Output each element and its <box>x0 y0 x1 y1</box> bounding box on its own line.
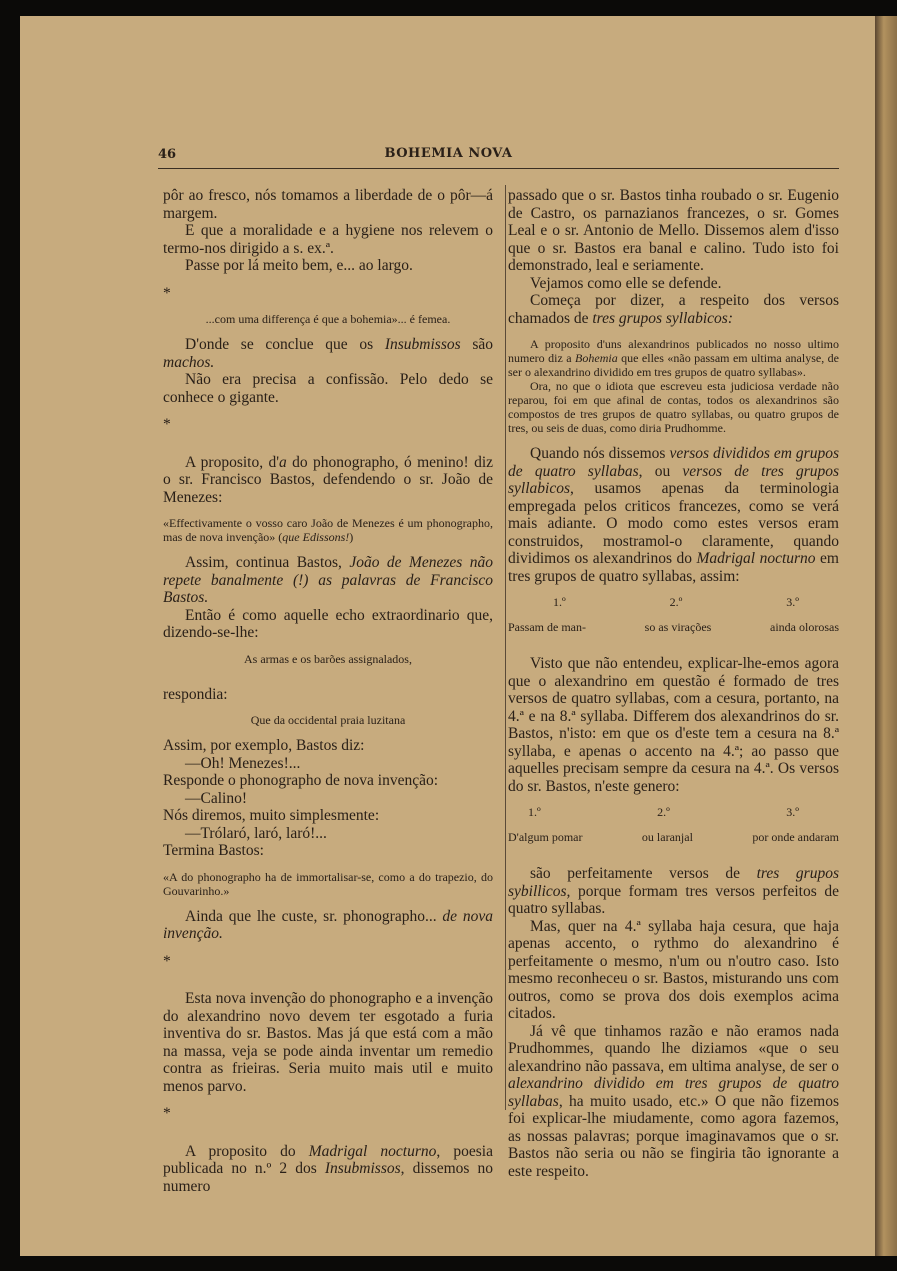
verse-quote: As armas e os barões assignalados, <box>244 651 412 666</box>
group-numbers <box>508 805 839 820</box>
paragraph: Nós diremos, muito simplesmente: <box>163 807 380 824</box>
paragraph: Já vê que tinhamos razão e não eramos nada Prudhommes, quando lhe diziamos «que o seu alexandrino não passava, em ultima analyse, de ser o alexandrino dividido em tres grupos de quatro syllabas, ha muito usado, etc.» O que não fizemos foi explicar-lhe miudamente, como agora fazemos, as nossas palavras; porque imaginavamos que o sr. Bastos não seria ou não se fingiria tão ignorante a este respeito. <box>508 1022 839 1180</box>
paragraph: Começa por dizer, a respeito dos versos chamados de tres grupos syllabicos: <box>508 292 839 327</box>
paragraph: Passe por lá meito bem, e... ao largo. <box>185 257 413 274</box>
group-number: 1.º <box>528 805 541 819</box>
dialogue-line: —Trólaró, laró, laró!... <box>185 824 327 842</box>
verse-groups <box>508 620 839 635</box>
paragraph: Responde o phonographo de nova invenção: <box>163 772 439 789</box>
verse-group: D'algum pomar <box>508 830 583 844</box>
group-number: 2.º <box>657 805 670 819</box>
paragraph: respondia: <box>163 685 228 703</box>
paragraph: são perfeitamente versos de tres grupos sybillicos, porque formam tres versos perfeitos de quatro syllabas. <box>508 865 839 917</box>
group-numbers <box>508 595 839 610</box>
paragraph: Vejamos como elle se defende. <box>530 274 722 292</box>
verse-group: ainda olorosas <box>770 620 839 634</box>
paragraph: A proposito, d'a do phonographo, ó menino! diz o sr. Francisco Bastos, defendendo o sr. João de Menezes: <box>163 453 494 506</box>
quotation: A proposito d'uns alexandrinos publicados no nosso ultimo numero diz a Bohemia que elles «não passam em ultima analyse, de ser o alexandrino dividido em tres grupos de quatro syllabas». <box>508 337 839 379</box>
header-rule <box>158 168 839 169</box>
verse-group: por onde andaram <box>752 830 839 844</box>
paragraph: Assim, continua Bastos, João de Menezes não repete banalmente (!) as palavras de Francisco Bastos. <box>163 554 493 606</box>
page-number: 46 <box>158 147 177 162</box>
dialogue-line: —Calino! <box>185 789 247 807</box>
verse-group: ou laranjal <box>641 830 693 844</box>
paragraph: D'onde se conclue que os Insubmissos são machos. <box>163 336 493 371</box>
dialogue-line: —Oh! Menezes!... <box>185 754 301 772</box>
verse-group: Passam de man- <box>508 620 586 634</box>
column-divider <box>505 185 506 1110</box>
quotation: «A do phonographo ha de immortalisar-se, como a do trapezio, do Gouvarinho.» <box>163 869 493 898</box>
section-mark: * <box>163 416 171 433</box>
quotation: ...com uma differença é que a bohemia»... é femea. <box>205 312 451 326</box>
paragraph: Esta nova invenção do phonographo e a invenção do alexandrino novo devem ter esgotado a furia inventiva do sr. Bastos. Mas já que está com a mão na massa, veja se pode ainda inventar um remedio contra as frieiras. Seria muito mais util e muito menos parvo. <box>163 990 493 1095</box>
paragraph: Então é como aquelle echo extraordinario que, dizendo-se-lhe: <box>163 606 493 641</box>
left-column <box>163 187 493 1195</box>
section-mark: * <box>163 1105 171 1122</box>
paragraph: Não era precisa a confissão. Pelo dedo se conhece o gigante. <box>163 371 493 406</box>
paragraph: pôr ao fresco, nós tomamos a liberdade de o pôr—á margem. <box>163 187 493 222</box>
paragraph: Ainda que lhe custe, sr. phonographo... de nova invenção. <box>163 907 493 942</box>
paragraph: A proposito do Madrigal nocturno, poesia publicada no n.º 2 dos Insubmissos, dissemos no numero <box>163 1142 494 1195</box>
paragraph: E que a moralidade e a hygiene nos relevem o termo-nos dirigido a s. ex.ª. <box>163 222 493 257</box>
page-edge <box>875 16 897 1256</box>
paragraph: passado que o sr. Bastos tinha roubado o sr. Eugenio de Castro, os parnazianos francezes, o sr. Gomes Leal e o sr. Antonio de Mello. Dissemos alem d'isso que o sr. Bastos era banal e calino. Tudo isto foi demonstrado, leal e seriamente. <box>508 187 839 274</box>
verse-group: so as virações <box>644 620 712 634</box>
section-mark: * <box>163 952 171 970</box>
group-number: 1.º <box>553 595 566 609</box>
paragraph: Visto que não entendeu, explicar-lhe-emos agora que o alexandrino em questão é formado de tres versos de quatro syllabas, com a cesura, portanto, na 4.ª e na 8.ª syllaba. Differem dos alexandrinos do sr. Bastos, n'isto: em que os d'este tem a cesura na 8.ª syllaba, e apenas o accento na 4.ª; ao passo que aquelles precisam sempre da cesura na 4.ª. Os versos do sr. Bastos, n'este genero: <box>508 655 839 795</box>
running-title: BOHEMIA NOVA <box>384 146 513 161</box>
quotation: «Effectivamente o vosso caro João de Menezes é um phonographo, mas de nova invenção» (que Edissons!) <box>163 516 493 544</box>
group-number: 3.º <box>786 805 799 819</box>
paragraph: Assim, por exemplo, Bastos diz: <box>163 737 365 754</box>
paragraph: Termina Bastos: <box>163 842 264 859</box>
group-number: 2.º <box>669 595 683 609</box>
group-number: 3.º <box>786 595 799 609</box>
right-column <box>508 187 839 1180</box>
section-mark: * <box>163 284 171 302</box>
quotation: Ora, no que o idiota que escreveu esta judiciosa verdade não reparou, foi em que afinal de contas, todos os alexandrinos são compostos de tres grupos de quatro syllabas, ou quatro grupos de tres, ou seis de duas, como diria Prudhomme. <box>508 379 839 435</box>
verse-groups <box>508 830 839 845</box>
verse-quote: Que da occidental praia luzitana <box>250 713 406 727</box>
paragraph: Quando nós dissemos versos divididos em grupos de quatro syllabas, ou versos de tres grupos syllabicos, usamos apenas da terminologia empregada pelos criticos francezes, como se verá mais adiante. O modo como estes versos eram construidos, mostramol-o claramente, quando dividimos os alexandrinos do Madrigal nocturno em tres grupos de quatro syllabas, assim: <box>508 445 840 585</box>
paragraph: Mas, quer na 4.ª syllaba haja cesura, que haja apenas accento, o rythmo do alexandrino é perfeitamente o mesmo, n'um ou n'outro caso. Isto mesmo reconheceu o sr. Bastos, misturando uns com outros, como se prova dos dois exemplos acima citados. <box>508 917 839 1022</box>
